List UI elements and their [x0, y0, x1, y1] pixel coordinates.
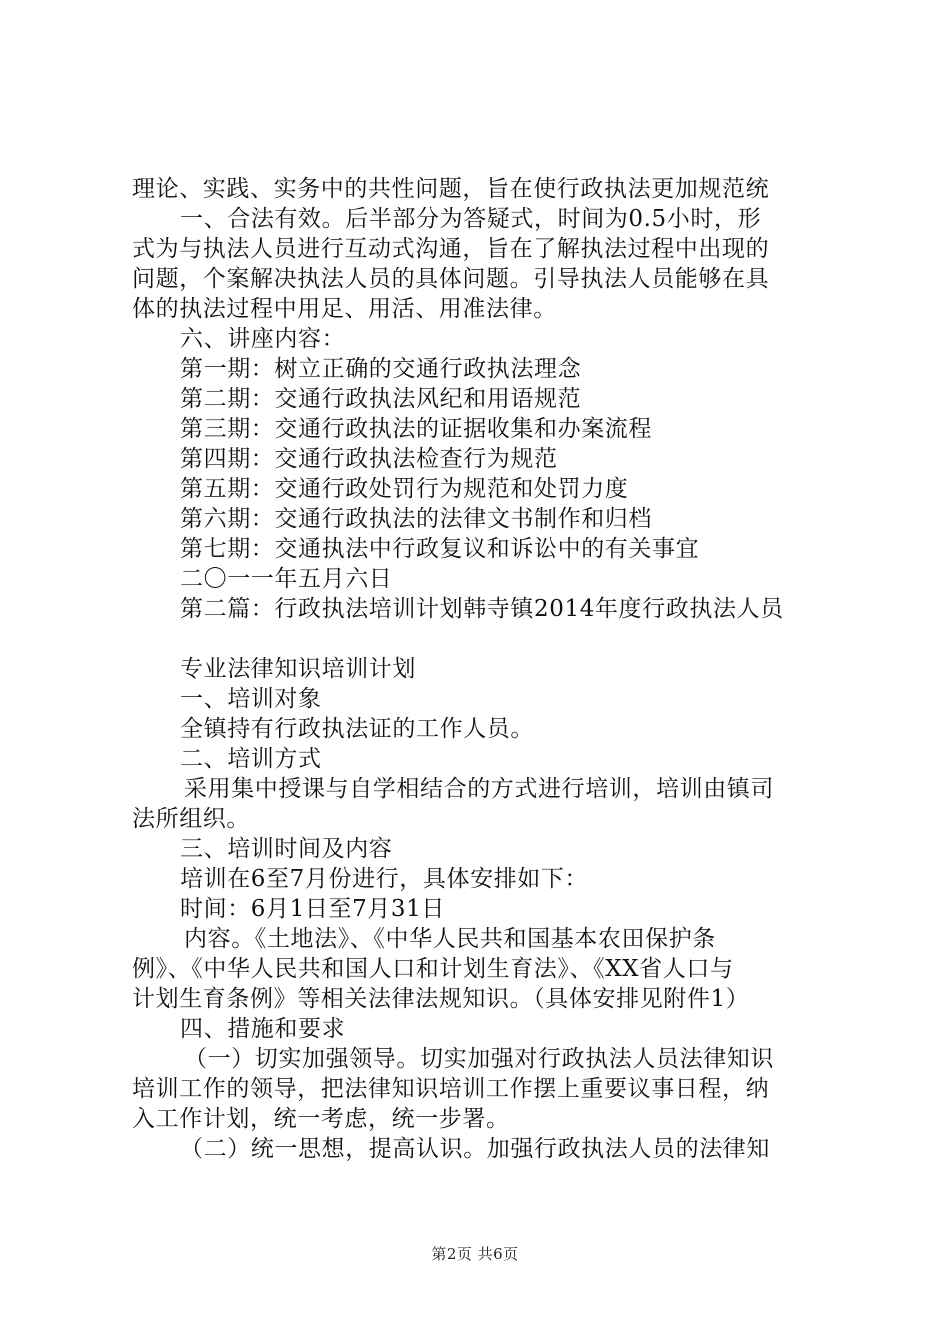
text-line: 问题，个案解决执法人员的具体问题。引导执法人员能够在具	[132, 266, 770, 292]
text-line: 法所组织。	[132, 806, 250, 832]
lecture-item: 第四期：交通行政执法检查行为规范	[180, 446, 558, 472]
text-line: 式为与执法人员进行互动式沟通，旨在了解执法过程中出现的	[132, 236, 770, 262]
text-line: 一、合法有效。后半部分为答疑式，时间为0.5小时，形	[180, 206, 762, 232]
text-line: 内容。《土地法》、《中华人民共和国基本农田保护条	[184, 926, 716, 952]
lecture-item: 第五期：交通行政处罚行为规范和处罚力度	[180, 476, 629, 502]
text-line: 例》、《中华人民共和国人口和计划生育法》、《XX省人口与	[132, 956, 734, 982]
text-line: 全镇持有行政执法证的工作人员。	[180, 716, 534, 742]
text-line: 培训在6至7月份进行，具体安排如下：	[180, 866, 589, 892]
section-heading: 二、培训方式	[180, 746, 322, 772]
lecture-item: 第六期：交通行政执法的法律文书制作和归档	[180, 506, 652, 532]
section-heading: 一、培训对象	[180, 686, 322, 712]
text-line: 入工作计划，统一考虑，统一步署。	[132, 1106, 510, 1132]
page-footer: 第2页 共6页	[431, 1245, 519, 1263]
text-line: 体的执法过程中用足、用活、用准法律。	[132, 296, 557, 322]
lecture-item: 第一期：树立正确的交通行政执法理念	[180, 356, 582, 382]
lecture-item: 第二期：交通行政执法风纪和用语规范	[180, 386, 582, 412]
lecture-item: 第三期：交通行政执法的证据收集和办案流程	[180, 416, 652, 442]
text-line: 培训工作的领导，把法律知识培训工作摆上重要议事日程，纳	[132, 1076, 770, 1102]
chapter-title: 第二篇：行政执法培训计划韩寺镇2014年度行政执法人员	[180, 596, 784, 622]
text-line: 计划生育条例》等相关法律法规知识。（具体安排见附件1）	[132, 986, 750, 1012]
date-line: 二〇一一年五月六日	[180, 566, 393, 592]
text-line: 时间：6月1日至7月31日	[180, 896, 445, 922]
lecture-item: 第七期：交通执法中行政复议和诉讼中的有关事宜	[180, 536, 700, 562]
document-body	[132, 174, 832, 1164]
text-line: 采用集中授课与自学相结合的方式进行培训，培训由镇司	[184, 776, 774, 802]
text-line: （一）切实加强领导。切实加强对行政执法人员法律知识	[184, 1046, 774, 1072]
text-line: （二）统一思想，提高认识。加强行政执法人员的法律知	[180, 1136, 770, 1162]
plan-title: 专业法律知识培训计划	[180, 656, 416, 682]
section-heading: 四、措施和要求	[180, 1016, 346, 1042]
blank-line	[132, 624, 832, 654]
text-line: 理论、实践、实务中的共性问题，旨在使行政执法更加规范统	[132, 176, 770, 202]
section-heading: 六、讲座内容：	[180, 326, 346, 352]
section-heading: 三、培训时间及内容	[180, 836, 393, 862]
